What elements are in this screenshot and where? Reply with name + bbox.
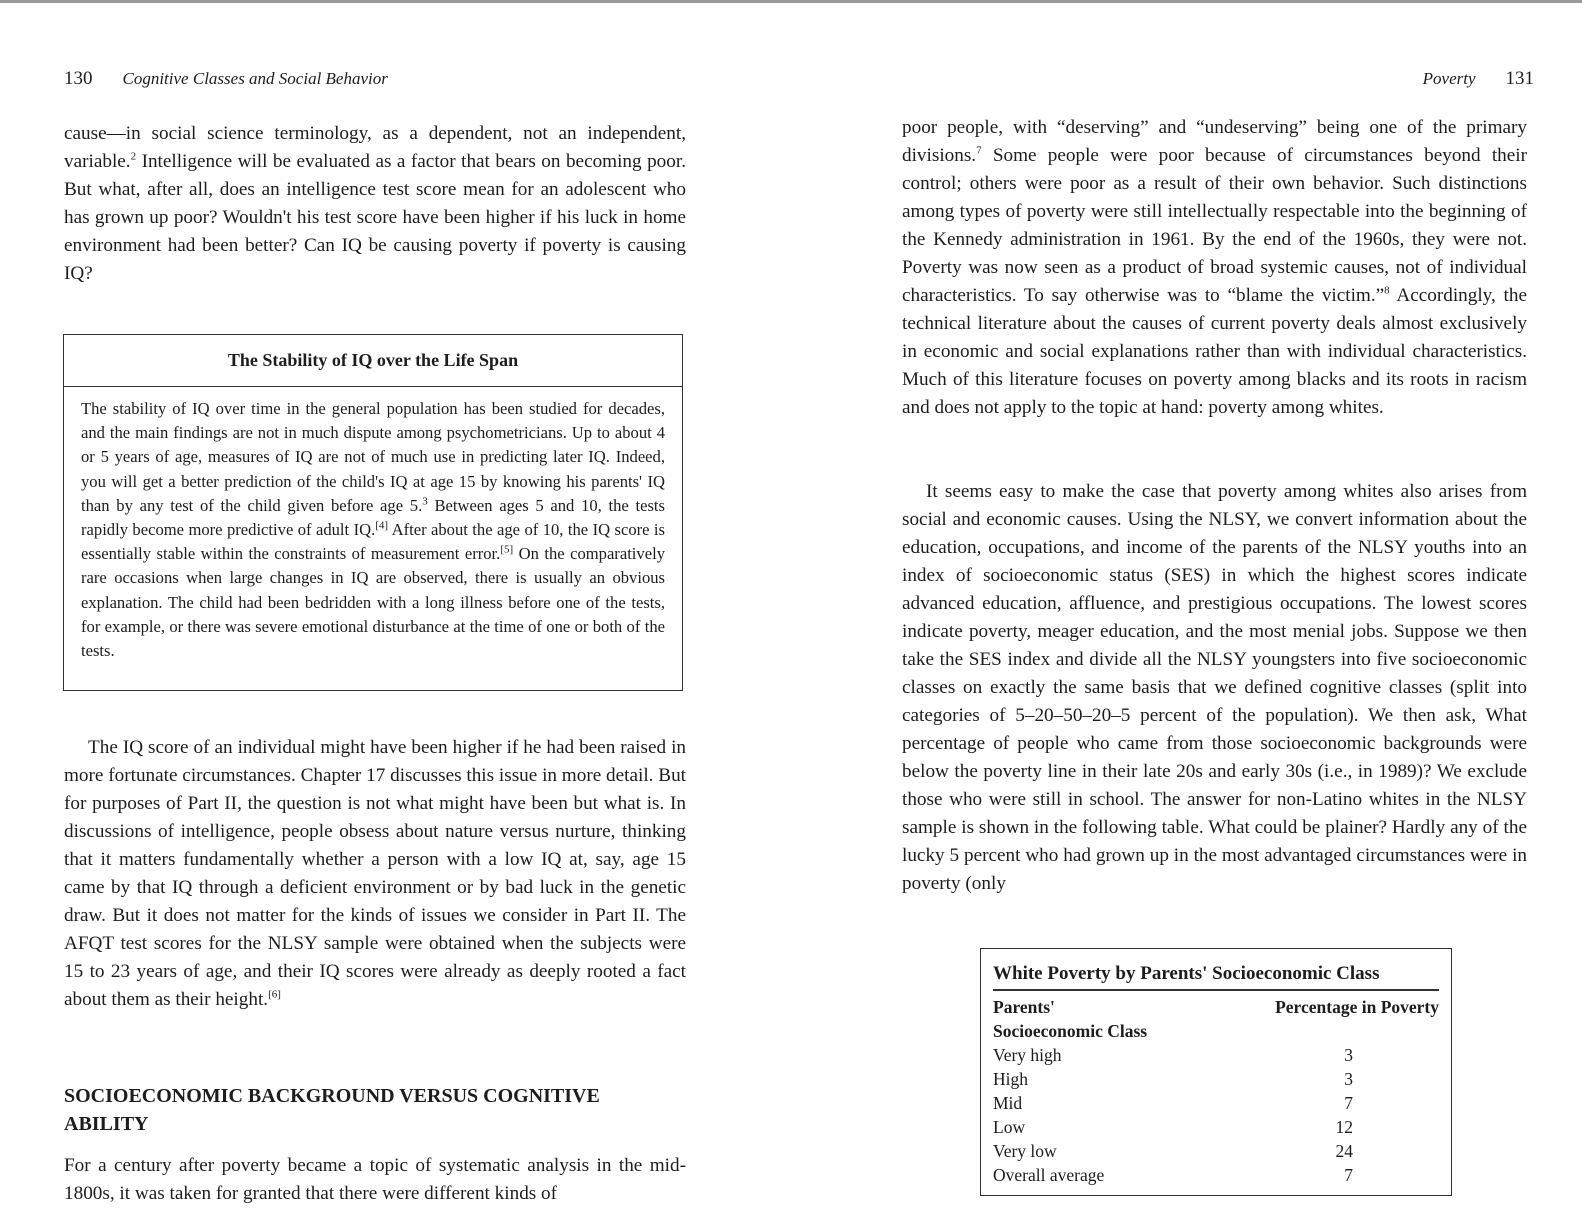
table-row <box>993 1091 1439 1115</box>
sidebar-box <box>63 334 683 691</box>
right-paragraph-1 <box>902 114 1527 422</box>
right-page-number: 131 <box>1505 68 1534 89</box>
left-paragraph-2 <box>64 734 686 1014</box>
column-header-percentage: Percentage in Poverty <box>1275 997 1439 1017</box>
table-row <box>993 1043 1439 1067</box>
left-running-title: Cognitive Classes and Social Behavior <box>122 69 388 88</box>
row-label: Mid <box>993 1093 1023 1113</box>
left-intro-paragraph <box>64 120 686 288</box>
text-span: The IQ score of an individual might have been higher if he had been raised in more fortunate circumstances. Chapter 17 discusses this issue in more detail. But for purposes of Part II, the question is not what might have been but what is. In discussions of intelligence, people obsess about nature versus nurture, thinking that it matters fundamentally whether a person with a low IQ at, say, age 15 came by that IQ through a deficient environment or by bad luck in the genetic draw. But it does not matter for the kinds of issues we consider in Part II. The AFQT test scores for the NLSY sample were obtained when the subjects were 15 to 23 years of age, and their IQ scores were already as deeply rooted a fact about them as their height. <box>64 737 686 1010</box>
row-label: Very high <box>993 1045 1062 1065</box>
poverty-table <box>993 995 1439 1187</box>
text-span: The stability of IQ over time in the general population has been studied for decades, and the main findings are not in much dispute among psychometricians. Up to about 4 or 5 years of age, measures of IQ are not of much use in predicting later IQ. Indeed, you will get a better prediction of the child's IQ at age 15 by knowing his parents' IQ than by any test of the child given before age 5. <box>81 399 665 515</box>
row-value: 3 <box>1344 1045 1353 1065</box>
table-header-row <box>993 995 1439 1043</box>
row-value: 3 <box>1344 1069 1353 1089</box>
right-running-head <box>1423 68 1534 90</box>
right-paragraph-2: It seems easy to make the case that poverty among whites also arises from social and economic causes. Using the NLSY, we convert information about the education, occupations, and income of the parents of the NLSY youths into an index of socioeconomic status (SES) in which the highest scores indicate advanced education, affluence, and prestigious occupations. The lowest scores indicate poverty, meager education, and the most menial jobs. Suppose we then take the SES index and divide all the NLSY youngsters into five socioeconomic classes on exactly the same basis that we defined cognitive classes (split into categories of 5–20–50–20–5 percent of the population). We then ask, What percentage of people who came from those socioeconomic backgrounds were below the poverty line in their late 20s and early 30s (i.e., in 1989)? We exclude those who were still in school. The answer for non-Latino whites in the NLSY sample is shown in the following table. What could be plainer? Hardly any of the lucky 5 percent who had grown up in the most advantaged circumstances were in poverty (only <box>902 481 1527 894</box>
row-label: High <box>993 1069 1028 1089</box>
text-span: Between ages 5 and 10, the tests rapidly become more predictive of adult IQ. <box>81 495 665 540</box>
row-value: 7 <box>1344 1093 1353 1113</box>
table-row <box>993 1163 1439 1187</box>
row-value: 7 <box>1344 1165 1353 1185</box>
table-row <box>993 1139 1439 1163</box>
sidebar-body <box>64 387 682 663</box>
row-value: 24 <box>1335 1141 1353 1161</box>
scan-top-edge <box>0 0 1582 3</box>
left-page-number: 130 <box>64 68 93 89</box>
footnote-ref: 7 <box>976 144 982 157</box>
row-label: Overall average <box>993 1165 1105 1185</box>
footnote-ref: 3 <box>422 495 428 508</box>
left-paragraph-3: For a century after poverty became a topic of systematic analysis in the mid-1800s, it was taken for granted that there were different kinds of <box>64 1155 686 1204</box>
footnote-ref: [6] <box>268 988 281 1001</box>
table-row <box>993 1115 1439 1139</box>
text-span: On the comparatively rare occasions when large changes in IQ are observed, there is usually an obvious explanation. The child had been bedridden with a long illness before one of the tests, for example, or there was severe emotional disturbance at the time of one or both of the tests. <box>81 544 665 661</box>
table-row <box>993 1067 1439 1091</box>
column-header-class: Parents' Socioeconomic Class <box>993 997 1148 1041</box>
text-span: After about the age of 10, the IQ score is essentially stable within the constraints of measurement error. <box>81 520 666 564</box>
footnote-ref: [4] <box>375 519 389 532</box>
text-span: poor people, with “deserving” and “undeserving” being one of the primary divisions. <box>902 117 1527 166</box>
row-label: Very low <box>993 1141 1057 1161</box>
text-span: Some people were poor because of circumstances beyond their control; others were poor as a result of their own behavior. Such distinctions among types of poverty were still intellectually respectable into the beginning of the Kennedy administration in 1961. By the end of the 1960s, they were not. Poverty was now seen as a product of broad systemic causes, not of individual characteristics. To say otherwise was to “blame the victim.” <box>902 145 1527 306</box>
left-running-head <box>64 68 388 90</box>
row-label: Low <box>993 1117 1026 1137</box>
text-span: Accordingly, the technical literature about the causes of current poverty deals almost exclusively in economic and social explanations rather than with individual characteristics. Much of this literature focuses on poverty among blacks and its roots in racism and does not apply to the topic at hand: poverty among whites. <box>902 285 1527 418</box>
footnote-ref: [5] <box>500 543 514 556</box>
text-span: cause—in social science terminology, as a dependent, not an independent, variable. <box>64 123 686 172</box>
row-value: 12 <box>1335 1117 1353 1137</box>
footnote-ref: 2 <box>130 150 137 163</box>
footnote-ref: 8 <box>1384 284 1390 297</box>
sidebar-title: The Stability of IQ over the Life Span <box>64 335 682 387</box>
table-title: White Poverty by Parents' Socioeconomic Class <box>993 961 1439 991</box>
poverty-table-box <box>980 948 1452 1196</box>
right-running-title: Poverty <box>1422 69 1476 88</box>
section-heading: SOCIOECONOMIC BACKGROUND VERSUS COGNITIVE ABILITY <box>64 1085 600 1135</box>
text-span: Intelligence will be evaluated as a factor that bears on becoming poor. But what, after all, does an intelligence test score mean for an adolescent who has grown up poor? Wouldn't his test score have been higher if his luck in home environment had been better? Can IQ be causing poverty if poverty is causing IQ? <box>64 151 686 284</box>
